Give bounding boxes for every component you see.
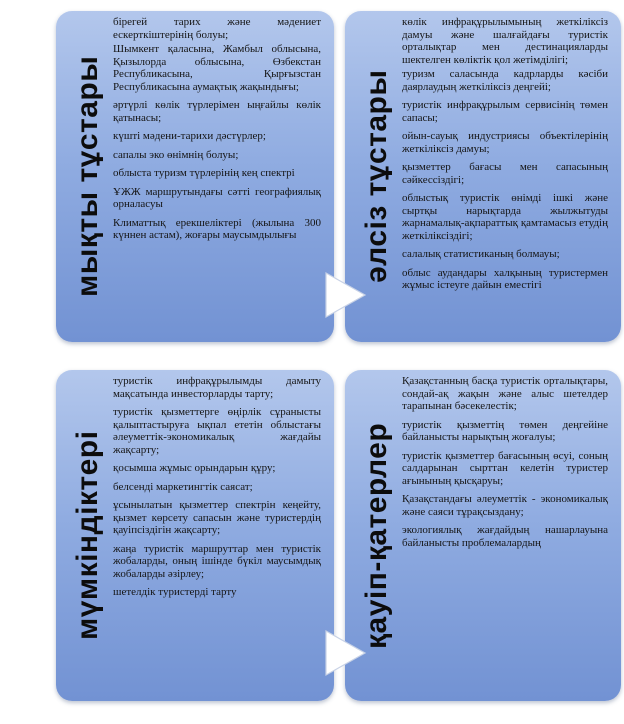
list-item: ұсынылатын қызметтер спектрін кеңейту, қызмет көрсету сапасын және туристердің қауіпсіздігін жақсарту; (113, 499, 321, 536)
list-item: туристік қызметтің төмен деңгейіне байланысты нарықтың жоғалуы; (402, 418, 608, 443)
strengths-label: мықты тұстары (71, 55, 104, 298)
list-item: көлік инфрақұрылымының жеткіліксіз дамуы және шалғайдағы туристік орталықтар мен дестинацияларды шектелген көліктік қол жетімділігі; (402, 16, 608, 66)
list-item: күшті мәдени-тарихи дәстүрлер; (113, 130, 266, 142)
list-item: қызметтер бағасы мен сапасының сәйкессіздігі; (402, 161, 608, 186)
list-item: облыста туризм түрлерінің кең спектрі (113, 167, 295, 179)
list-item: Қазақстандағы әлеуметтік - экономикалық және саяси тұрақсыздану; (402, 493, 608, 518)
arrow-right-icon (324, 628, 368, 678)
opportunities-list (113, 375, 321, 605)
list-item: қосымша жұмыс орындарын құру; (113, 462, 276, 474)
list-item: әртүрлі көлік түрлерімен ыңғайлы көлік қатынасы; (113, 99, 321, 124)
list-item: Шымкент қаласына, Жамбыл облысына, Қызылорда облысына, Өзбекстан Республикасына, Қырғызстан Республикасына аумақтық жақындығы; (113, 43, 321, 93)
list-item: облыс аудандары халқының туристермен жұмыс істеуге дайын еместігі (402, 266, 608, 291)
list-item: туристік инфрақұрылымды дамыту мақсатында инвесторларды тарту; (113, 375, 321, 400)
list-item: туризм саласында кадрларды кәсіби даярлаудың жеткіліксіз деңгейі; (402, 68, 608, 93)
list-item: туристік инфрақұрылым сервисінің төмен сапасы; (402, 99, 608, 124)
opportunities-label: мүмкіндіктері (71, 430, 104, 641)
list-item: облыстық туристік өнімді ішкі және сыртқы нарықтарда жылжытуды жарнамалық-ақпараттық қамтамасыз етудің жеткіліксіздігі; (402, 192, 608, 242)
threats-label: қауіп-қатерлер (360, 422, 393, 649)
list-item: белсенді маркетингтік саясат; (113, 480, 253, 493)
list-item: ҰЖЖ маршрутындағы сәтті географиялық орналасуы (113, 185, 321, 210)
list-item: шетелдік туристерді тарту (113, 586, 237, 598)
weaknesses-list (402, 16, 608, 298)
list-item: бірегей тарих және мәдениет ескерткіштерінің болуы; (113, 16, 321, 41)
list-item: Қазақстанның басқа туристік орталықтары, сондай-ақ жақын және алыс шетелдер тарапынан бәсекелестік; (402, 375, 608, 412)
list-item: Климаттық ерекшеліктері (жылына 300 күннен астам), жоғары маусымдылығы (113, 216, 321, 241)
list-item: экологиялық жағдайдың нашарлауына байланысты проблемалардың (402, 524, 608, 549)
arrow-right-icon (324, 270, 368, 320)
list-item: сапалы эко өнімнің болуы; (113, 148, 239, 161)
list-item: туристік қызметтерге өңірлік сұранысты қалыптастыруға ықпал ететін облыстағы әлеуметтік-экономикалық жағдайы жақсарту; (113, 406, 321, 456)
list-item: туристік қызметтер бағасының өсуі, соның салдарынан сырттан келетін туристер ағынының қысқаруы; (402, 449, 608, 487)
strengths-list (113, 16, 321, 248)
list-item: жаңа туристік маршруттар мен туристік жобаларды, оның ішінде бүкіл маусымдық жобаларды әзірлеу; (113, 542, 321, 580)
threats-list (402, 375, 608, 555)
weaknesses-label: әлсіз тұстары (360, 69, 393, 284)
list-item: ойын-сауық индустриясы объектілерінің жеткіліксіз дамуы; (402, 130, 608, 155)
list-item: салалық статистиканың болмауы; (402, 248, 560, 260)
